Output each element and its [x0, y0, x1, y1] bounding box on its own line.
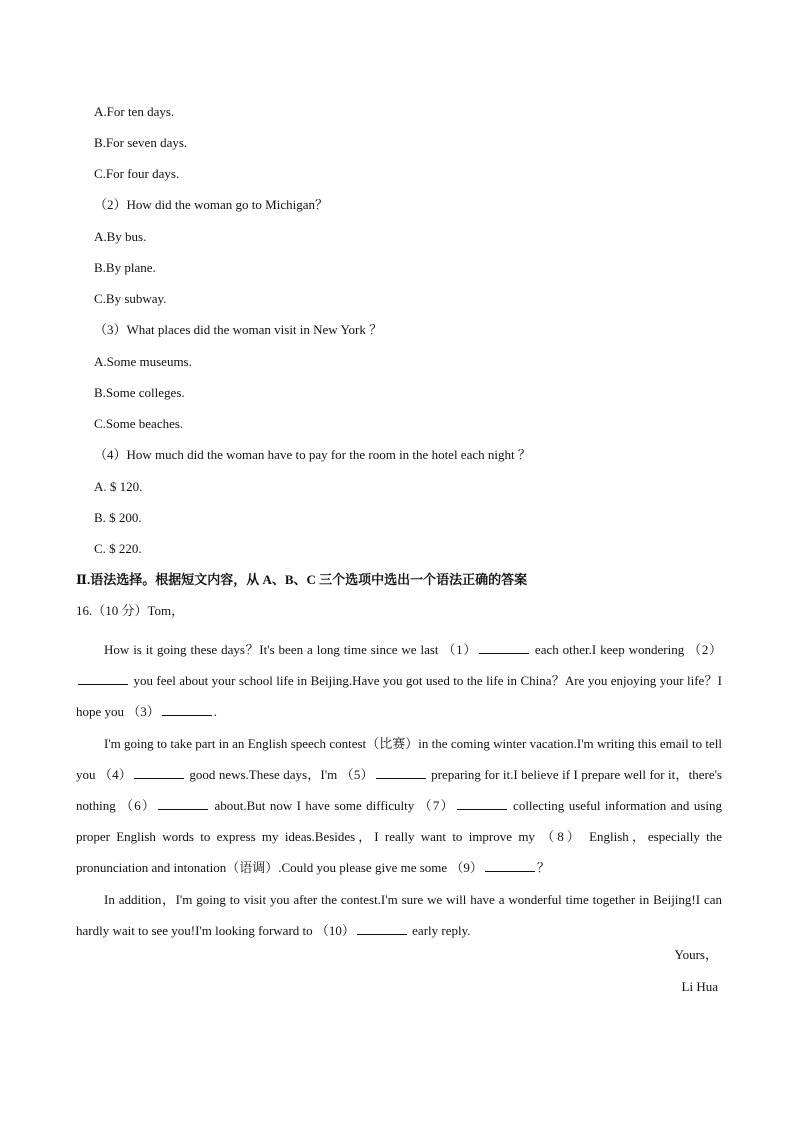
answer-blank[interactable] [479, 642, 529, 654]
text-run: I'm going to take part in an English speech contest（比赛）in the coming winter vacation.I'm writing this email to tell you （4） [76, 735, 722, 782]
text-run: How is it going these days？It's been a long time since we last （1） [104, 642, 477, 657]
text-run: collecting useful information and using proper English words to express my ideas.Besides，I really want to improve my （8） English，especially the pronunciation and intonation（语调）.Could you please give me some （9） [76, 798, 723, 876]
letter-paragraph [76, 634, 722, 728]
option-text: C. $ 220. [94, 541, 142, 556]
letter-paragraph [76, 728, 722, 884]
letter-closing: Yours， [674, 947, 718, 962]
question-header: 16.（10 分）Tom， [76, 603, 185, 618]
option-text: B.By plane. [94, 260, 156, 275]
option-text: B.Some colleges. [94, 385, 185, 400]
option-text: A.By bus. [94, 229, 147, 244]
option-text: B. $ 200. [94, 510, 142, 525]
answer-blank[interactable] [485, 860, 535, 872]
text-run: preparing for it.I believe if I prepare well for it，there's nothing （6） [76, 766, 722, 814]
answer-blank[interactable] [457, 798, 507, 810]
section-title: Ⅱ.语法选择。根据短文内容，从 A、B、C 三个选项中选出一个语法正确的答案 [76, 572, 528, 587]
answer-blank[interactable] [134, 767, 184, 779]
question-prompt: （2）How did the woman go to Michigan？ [94, 197, 328, 212]
letter-body [76, 634, 722, 946]
answer-blank[interactable] [78, 673, 128, 685]
option-text: A.For ten days. [94, 104, 175, 119]
option-text: B.For seven days. [94, 135, 188, 150]
text-run: early reply. [408, 922, 471, 938]
option-text: C.Some beaches. [94, 416, 184, 431]
letter-paragraph [76, 884, 722, 946]
option-text: C.For four days. [94, 166, 180, 181]
text-run: . [213, 704, 218, 720]
option-text: A.Some museums. [94, 354, 192, 369]
text-run: you feel about your school life in Beijing.Have you got used to the life in China？Are you enjoying your life？I hope you （3） [76, 673, 722, 720]
text-run: about.But now I have some difficulty （7） [210, 798, 455, 814]
text-run: good news.These days，I'm （5） [185, 766, 374, 782]
question-prompt: （4）How much did the woman have to pay for the room in the hotel each night ？ [94, 447, 531, 462]
letter-signature: Li Hua [681, 979, 718, 994]
answer-blank[interactable] [357, 923, 407, 935]
option-text: A. $ 120. [94, 479, 143, 494]
option-text: C.By subway. [94, 291, 167, 306]
text-run: each other.I keep wondering （2） [531, 642, 722, 657]
answer-blank[interactable] [376, 767, 426, 779]
answer-blank[interactable] [158, 798, 208, 810]
text-run: In addition，I'm going to visit you after the contest.I'm sure we will have a wonderful time together in Beijing!I can hardly wait to see you!I'm looking forward to （10） [76, 891, 722, 938]
answer-blank[interactable] [162, 704, 212, 716]
question-prompt: （3）What places did the woman visit in New York ？ [94, 322, 383, 337]
text-run: ？ [536, 860, 550, 876]
